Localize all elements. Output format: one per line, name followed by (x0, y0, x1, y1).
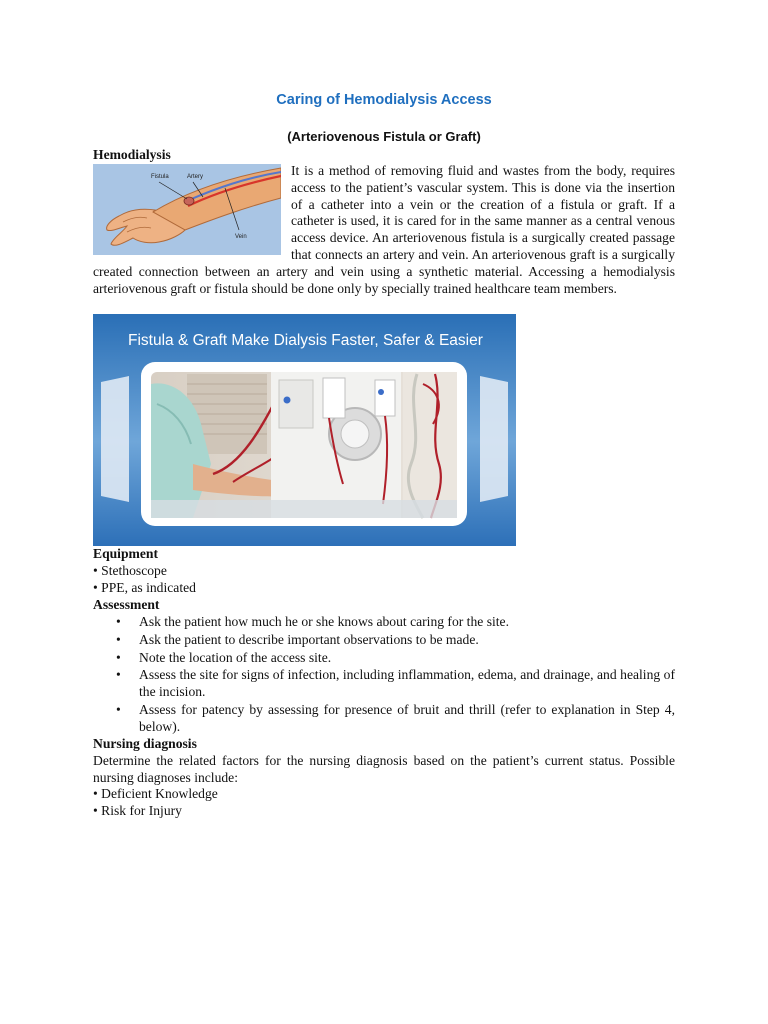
list-item: • Assess for patency by assessing for presence of bruit and thrill (refer to explanation in Step 4, below). (116, 701, 675, 734)
list-item: • Ask the patient to describe important observations to be made. (116, 631, 479, 647)
document-title: Caring of Hemodialysis Access (276, 92, 492, 108)
assessment-heading: Assessment (93, 597, 160, 612)
diagnosis-item: • Risk for Injury (93, 803, 182, 819)
arm-fistula-illustration (93, 164, 281, 255)
equipment-item: • Stethoscope (93, 562, 167, 578)
diagnosis-item: • Deficient Knowledge (93, 786, 218, 802)
vein-label: Vein (235, 234, 247, 240)
bullet-icon: • (116, 614, 121, 629)
bullet-icon: • (116, 701, 121, 717)
hemodialysis-heading: Hemodialysis (93, 147, 171, 162)
bullet-icon: • (116, 667, 121, 683)
hemodialysis-section (93, 163, 675, 297)
document-subtitle: (Arteriovenous Fistula or Graft) (287, 129, 481, 144)
dialysis-photo-icon (93, 314, 516, 546)
artery-label: Artery (187, 174, 204, 180)
assessment-list (93, 614, 675, 737)
list-item: • Note the location of the access site. (116, 649, 332, 665)
bullet-icon: • (116, 649, 121, 665)
hemodialysis-text: It is a method of removing fluid and wastes from the body, requires access to the patient’s vascular system. This is done via the insertion of a catheter into a vein or the creation of a fistula or graft. If a catheter is used, it is cared for in the same manner as a central venous access device. An arteriovenous fistula is a surgically created passage that connects an artery and vein. An arteriovenous graft is a surgically created connection between an artery and vein using a synthetic material. Accessing a hemodialysis arteriovenous graft or fistula should be done only by specially trained healthcare team members. (93, 163, 675, 296)
list-item: • Ask the patient how much he or she knows about caring for the site. (116, 614, 509, 629)
equipment-item: • PPE, as indicated (93, 579, 196, 595)
arm-diagram-icon (93, 164, 281, 255)
bullet-icon: • (116, 631, 121, 647)
fistula-label: Fistula (151, 174, 169, 180)
dialysis-banner-image (93, 314, 516, 546)
nursing-diagnosis-heading: Nursing diagnosis (93, 736, 197, 751)
nursing-diagnosis-section (93, 736, 675, 820)
equipment-heading: Equipment (93, 546, 158, 561)
equipment-section (93, 546, 675, 596)
banner-title: Fistula & Graft Make Dialysis Faster, Safer & Easier (128, 332, 483, 349)
nursing-diagnosis-text: Determine the related factors for the nursing diagnosis based on the patient’s current status. Possible nursing diagnoses include: (93, 752, 675, 785)
list-item: • Assess the site for signs of infection, including inflammation, edema, and drainage, and healing of the incision. (116, 667, 675, 700)
